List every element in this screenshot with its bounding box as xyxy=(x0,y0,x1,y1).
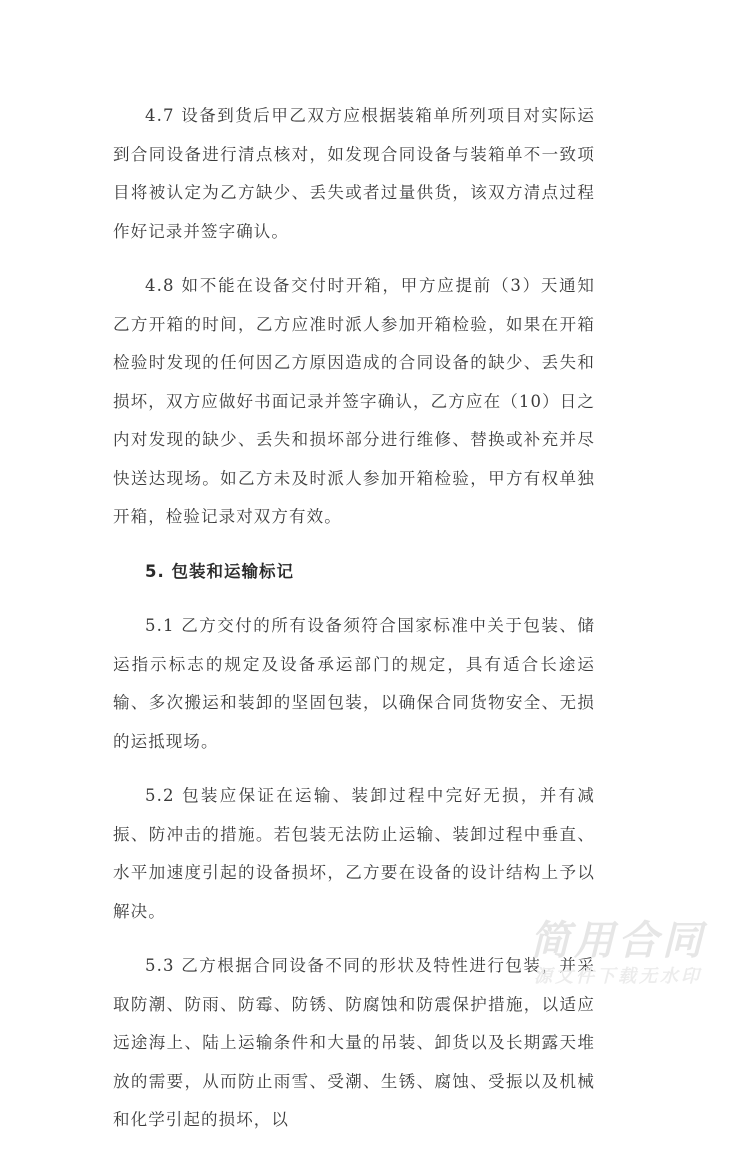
clause-5-1: 5.1 乙方交付的所有设备须符合国家标准中关于包装、储运指示标志的规定及设备承运部门的规定，具有适合长途运输、多次搬运和装卸的坚固包装，以确保合同货物安全、无损的运抵现场。 xyxy=(113,616,595,751)
document-page xyxy=(113,97,595,1156)
clause-4-8: 4.8 如不能在设备交付时开箱，甲方应提前（3）天通知乙方开箱的时间，乙方应准时派人参加开箱检验，如果在开箱检验时发现的任何因乙方原因造成的合同设备的缺少、丢失和损坏，双方应做好书面记录并签字确认，乙方应在（10）日之内对发现的缺少、丢失和损坏部分进行维修、替换或补充并尽快送达现场。如乙方未及时派人参加开箱检验，甲方有权单独开箱，检验记录对双方有效。 xyxy=(113,276,595,526)
clause-4-7: 4.7 设备到货后甲乙双方应根据装箱单所列项目对实际运到合同设备进行清点核对，如发现合同设备与装箱单不一致项目将被认定为乙方缺少、丢失或者过量供货，该双方清点过程作好记录并签字确认。 xyxy=(113,106,595,241)
watermark-subtitle: 源文件下载无水印 xyxy=(534,966,702,987)
watermark-title: 简用合同 xyxy=(530,918,706,964)
clause-5-3: 5.3 乙方根据合同设备不同的形状及特性进行包装，并采取防潮、防雨、防霉、防锈、防腐蚀和防震保护措施，以适应远途海上、陆上运输条件和大量的吊装、卸货以及长期露天堆放的需要，从而防止雨雪、受潮、生锈、腐蚀、受振以及机械和化学引起的损坏，以 xyxy=(113,956,595,1129)
section-heading-5: 5. 包装和运输标记 xyxy=(145,561,294,581)
clause-5-2: 5.2 包装应保证在运输、装卸过程中完好无损，并有减振、防冲击的措施。若包装无法防止运输、装卸过程中垂直、水平加速度引起的设备损坏，乙方要在设备的设计结构上予以解决。 xyxy=(113,786,595,921)
